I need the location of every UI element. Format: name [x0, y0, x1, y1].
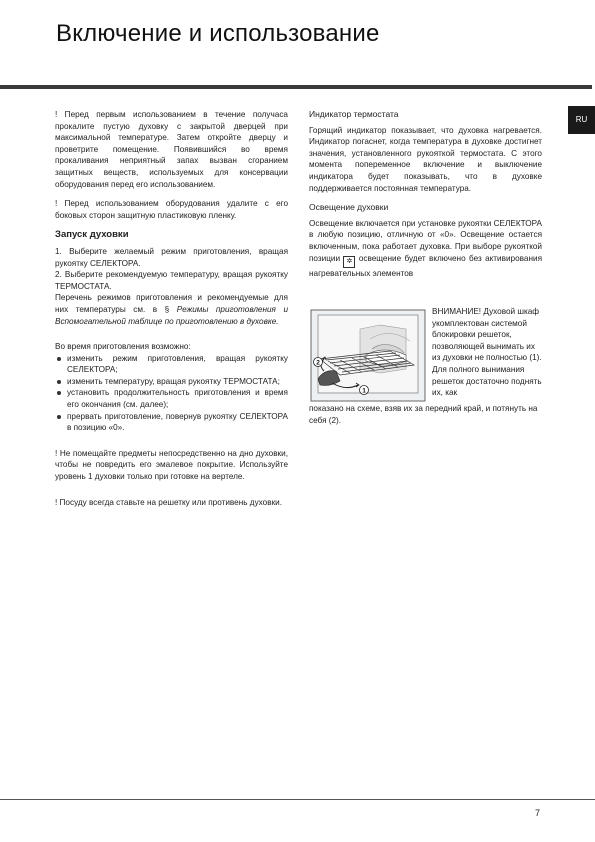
oven-bottom-warning: ! Не помещайте предметы непосредственно на дно духовки, чтобы не повредить его эмалевое покрытие. Используйте уровень 1 духовки только при готовке на вертеле.: [55, 448, 288, 482]
callout-2: 2: [316, 359, 320, 367]
modes-reference-link: Режимы приготовления и Вспомогательной таблице по приготовлению в духовке.: [55, 304, 288, 326]
list-item: установить продолжительность приготовления и время его окончания (см. далее);: [55, 387, 288, 410]
during-cooking-intro: Во время приготовления возможно:: [55, 342, 191, 352]
page-number: 7: [535, 808, 541, 818]
during-cooking-list: [55, 353, 288, 434]
page-title: Включение и использование: [56, 20, 380, 47]
rack-warning-side: ВНИМАНИЕ! Духовой шкаф укомплектован системой блокировки решеток, позволяющей вынимать их из духовки не полностью (1). Для полного вынимания решеток достаточно поднять их, как: [432, 307, 542, 398]
language-tab: RU: [568, 106, 595, 134]
oven-rack-illustration: [310, 309, 426, 402]
title-divider: [0, 85, 592, 89]
first-use-note: ! Перед первым использованием в течение получаса прокалите пустую духовку с закрытой дверцей при максимальной температуре. Затем откройте дверцу и проветрите помещение. Появившийся во время прокаливания неприятный запах вызван сгоранием защитных веществ, используемых для консервации оборудования перед его использованием.: [55, 110, 288, 189]
thermostat-indicator-heading: Индикатор термостата: [309, 109, 399, 119]
left-column: [55, 109, 288, 516]
oven-light-heading: Освещение духовки: [309, 202, 389, 213]
dishes-note: ! Посуду всегда ставьте на решетку или противень духовки.: [55, 497, 283, 507]
light-mode-icon: ✲: [343, 256, 355, 268]
footer-divider: [0, 799, 595, 800]
oven-light-text-part1: Освещение включается при установке рукоятки СЕЛЕКТОРА в любую позицию, отличную от «0». Освещение остается включенным, пока работает духовка. При выборе рукояткой позиции: [309, 218, 542, 263]
list-item: прервать приготовление, повернув рукоятку СЕЛЕКТОРА в позицию «0».: [55, 411, 288, 434]
remove-film-note: ! Перед использованием оборудования удалите с его боковых сторон защитную пластиковую пленку.: [55, 199, 288, 220]
list-item: изменить режим приготовления, вращая рукоятку СЕЛЕКТОРА;: [55, 353, 288, 376]
oven-light-text: [309, 218, 542, 279]
callout-1: 1: [362, 387, 366, 395]
oven-light-text-part2: освещение будет включено без активирования нагревательных элементов: [309, 253, 543, 278]
rack-warning-bottom: показано на схеме, взяв их за передний край, и потянуть на себя (2).: [309, 404, 538, 425]
thermostat-indicator-text: Горящий индикатор показывает, что духовка нагревается. Индикатор погаснет, когда температура в духовке достигнет значения, установленного рукояткой термостата. С этого момента попеременное включение и выключение индикатора будет показывать, что в духовке поддерживается постоянная температура.: [309, 125, 542, 193]
step-1: 1. Выберите желаемый режим приготовления, вращая рукоятку СЕЛЕКТОРА.: [55, 246, 288, 268]
list-item: изменить температуру, вращая рукоятку ТЕРМОСТАТА;: [55, 376, 288, 388]
modes-reference-intro: Перечень режимов приготовления и рекомендуемые для них температуры см. в §: [55, 293, 288, 314]
modes-reference: [55, 292, 288, 327]
start-oven-heading: Запуск духовки: [55, 229, 129, 241]
step-2: 2. Выберите рекомендуемую температуру, вращая рукоятку ТЕРМОСТАТА.: [55, 270, 288, 291]
right-column: [309, 109, 542, 287]
